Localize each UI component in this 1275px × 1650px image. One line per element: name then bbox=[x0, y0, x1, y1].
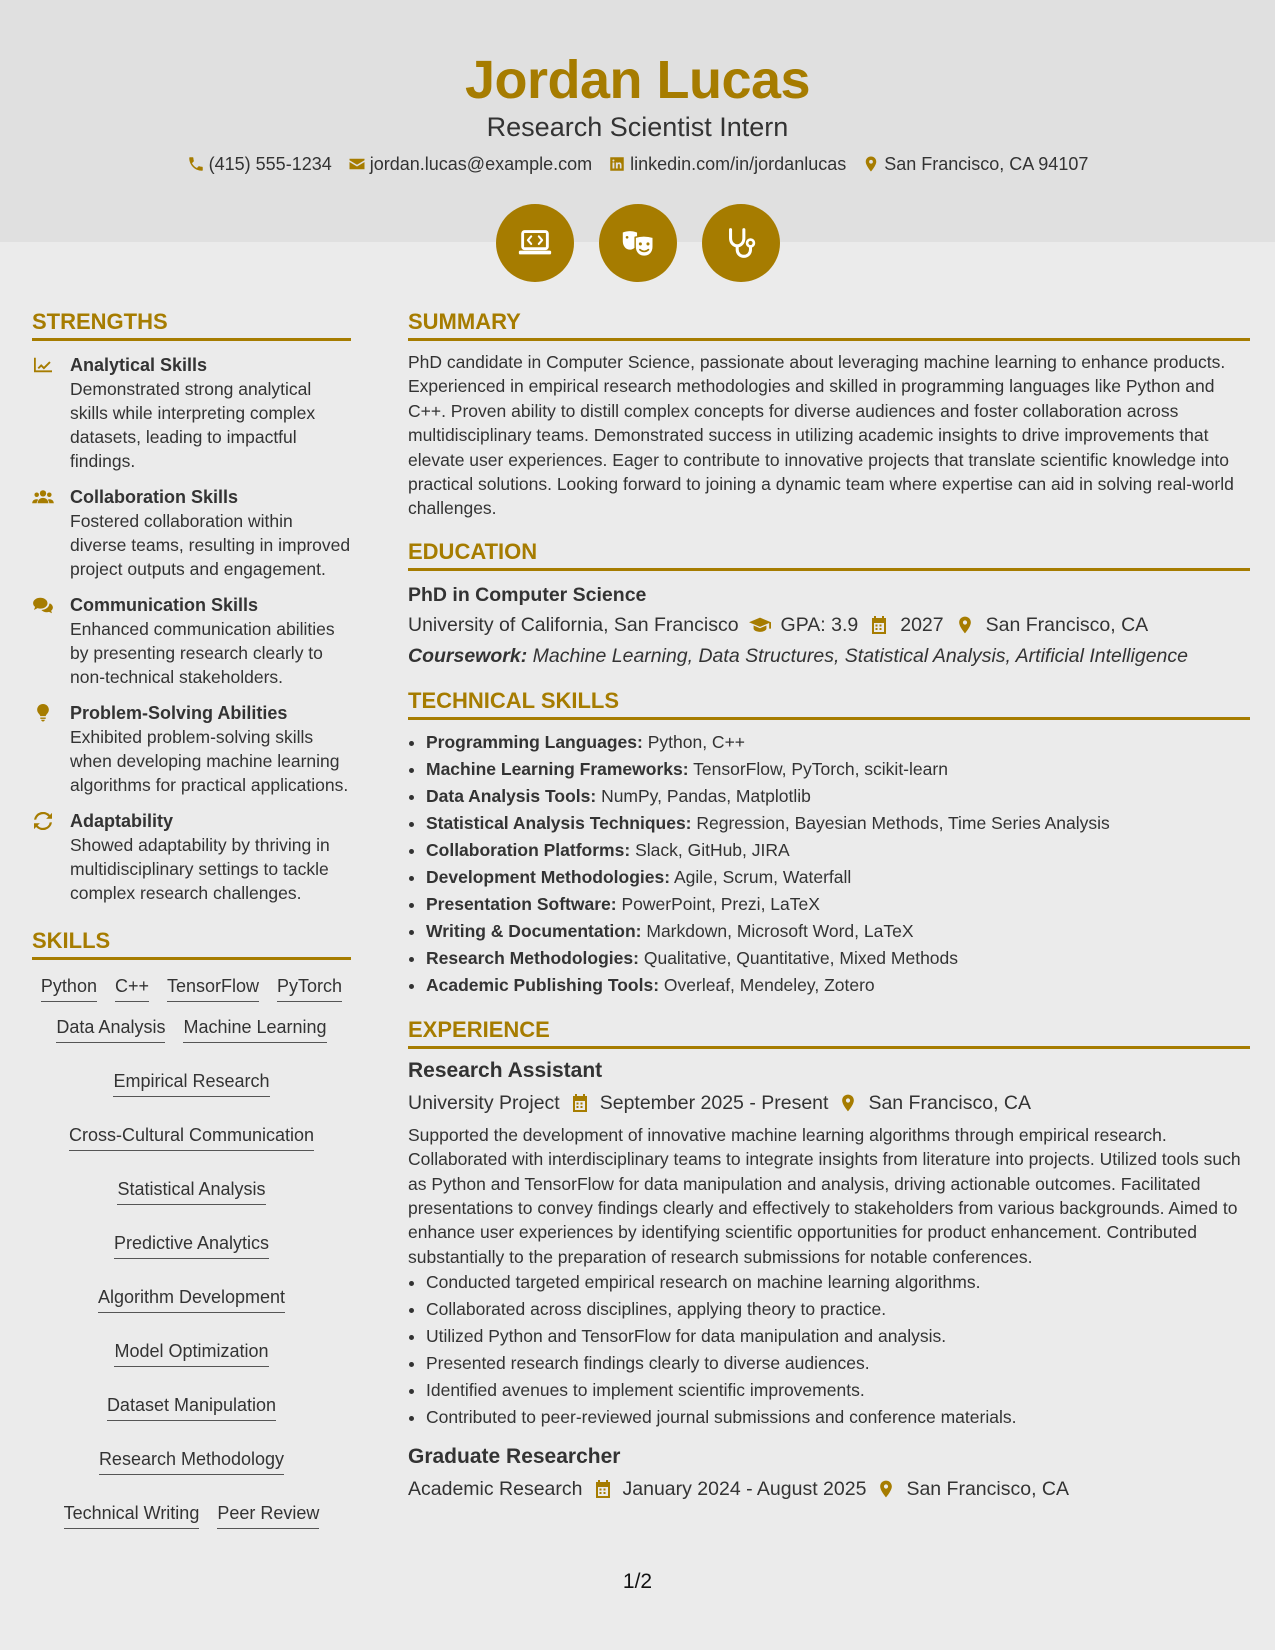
calendar-icon bbox=[593, 1479, 613, 1499]
map-marker-icon bbox=[838, 1093, 858, 1113]
skill-tag: Research Methodology bbox=[99, 1447, 284, 1475]
theater-masks-badge bbox=[599, 204, 677, 282]
map-marker-icon bbox=[862, 155, 880, 173]
experience-title: EXPERIENCE bbox=[408, 1016, 1250, 1049]
skill-tag: TensorFlow bbox=[167, 974, 259, 1002]
list-item: • Identified avenues to implement scientific improvements. bbox=[426, 1377, 1250, 1404]
job-dates: September 2025 - Present bbox=[599, 1091, 829, 1114]
laptop-code-icon bbox=[516, 224, 554, 262]
tech-value: Markdown, Microsoft Word, LaTeX bbox=[646, 920, 914, 941]
sync-icon bbox=[32, 812, 54, 830]
skill-tag: Peer Review bbox=[217, 1501, 319, 1529]
tech-value: Regression, Bayesian Methods, Time Series Analysis bbox=[696, 812, 1110, 833]
list-item bbox=[426, 864, 1250, 891]
job-location: San Francisco, CA bbox=[868, 1091, 1031, 1114]
job-bullets bbox=[408, 1269, 1250, 1431]
edu-coursework bbox=[408, 642, 1250, 670]
tech-label: Academic Publishing Tools: bbox=[426, 974, 660, 995]
graduation-cap-icon bbox=[749, 615, 771, 635]
tech-value: TensorFlow, PyTorch, scikit-learn bbox=[693, 758, 948, 779]
skills-title: SKILLS bbox=[32, 927, 351, 960]
comments-icon bbox=[32, 596, 54, 614]
tech-value: Overleaf, Mendeley, Zotero bbox=[663, 974, 875, 995]
tech-label: Presentation Software: bbox=[426, 893, 617, 914]
strength-desc: Demonstrated strong analytical skills while interpreting complex datasets, leading to impactful findings. bbox=[70, 379, 316, 471]
job-meta bbox=[408, 1089, 1250, 1117]
technical-skills-title: TECHNICAL SKILLS bbox=[408, 687, 1250, 720]
tech-label: Research Methodologies: bbox=[426, 947, 639, 968]
contact-bar bbox=[0, 152, 1275, 176]
list-item bbox=[426, 810, 1250, 837]
skill-tag: Model Optimization bbox=[114, 1339, 268, 1367]
coursework-text: Machine Learning, Data Structures, Statistical Analysis, Artificial Intelligence bbox=[532, 644, 1188, 667]
skill-tag: Machine Learning bbox=[183, 1015, 326, 1043]
strength-title: Adaptability bbox=[70, 811, 174, 831]
map-marker-icon bbox=[876, 1479, 896, 1499]
job-org: Academic Research bbox=[408, 1478, 583, 1501]
strength-item bbox=[32, 353, 351, 473]
edu-school: University of California, San Francisco bbox=[408, 613, 739, 636]
contact-email[interactable] bbox=[348, 152, 592, 176]
laptop-code-badge bbox=[496, 204, 574, 282]
skills-list bbox=[32, 974, 351, 1529]
chart-line-icon bbox=[32, 356, 54, 374]
skill-tag: PyTorch bbox=[277, 974, 342, 1002]
tech-value: Agile, Scrum, Waterfall bbox=[673, 866, 852, 887]
users-icon bbox=[32, 488, 54, 506]
skill-tag: Statistical Analysis bbox=[117, 1177, 265, 1205]
list-item bbox=[426, 891, 1250, 918]
theater-masks-icon bbox=[619, 224, 657, 262]
strength-title: Analytical Skills bbox=[70, 355, 208, 375]
list-item bbox=[426, 945, 1250, 972]
skill-tag: Python bbox=[41, 974, 97, 1002]
job-description: Supported the development of innovative machine learning algorithms through empirical research. Collaborated with interdisciplinary teams to integrate insights from literature into projects. Utilized tools such as Python and TensorFlow for data manipulation and analysis, driving actionable outcomes. Facilitated presentations to convey findings clearly and effectively to stakeholders from various backgrounds. Aimed to enhance user experiences by identifying scientific opportunities for product enhancement. Contributed substantially to the preparation of research submissions for notable conferences. bbox=[408, 1124, 1241, 1267]
job-location: San Francisco, CA bbox=[906, 1478, 1069, 1501]
skill-tag: Predictive Analytics bbox=[114, 1231, 269, 1259]
skill-tag: Dataset Manipulation bbox=[107, 1393, 276, 1421]
envelope-icon bbox=[348, 155, 366, 173]
stethoscope-badge bbox=[702, 204, 780, 282]
left-column bbox=[32, 308, 351, 1529]
linkedin-icon bbox=[608, 155, 626, 173]
strength-title: Communication Skills bbox=[70, 595, 259, 615]
summary-title: SUMMARY bbox=[408, 308, 1250, 341]
summary-text: PhD candidate in Computer Science, passionate about leveraging machine learning to enhance products. Experienced in empirical research methodologies and skilled in programming languages like Python and C++. Proven ability to distill complex concepts for diverse audiences and foster collaboration across multidisciplinary teams. Demonstrated success in utilizing academic insights to drive improvements that elevate user experiences. Eager to contribute to innovative projects that translate scientific knowledge into practical solutions. Looking forward to joining a dynamic team where expertise can aid in solving real-world challenges. bbox=[408, 352, 1234, 519]
strength-desc: Exhibited problem-solving skills when developing machine learning algorithms for practical applications. bbox=[70, 727, 349, 795]
tech-value: Slack, GitHub, JIRA bbox=[635, 839, 790, 860]
strength-desc: Showed adaptability by thriving in multidisciplinary settings to tackle complex research challenges. bbox=[70, 835, 330, 903]
skill-tag: Empirical Research bbox=[113, 1069, 269, 1097]
list-item bbox=[426, 972, 1250, 999]
skill-tag: C++ bbox=[115, 974, 149, 1002]
tech-label: Statistical Analysis Techniques: bbox=[426, 812, 692, 833]
strength-item bbox=[32, 809, 351, 905]
strength-item bbox=[32, 701, 351, 797]
candidate-role: Research Scientist Intern bbox=[486, 112, 789, 142]
edu-gpa: GPA: 3.9 bbox=[780, 613, 859, 636]
job-title: Graduate Researcher bbox=[408, 1445, 621, 1469]
job-dates: January 2024 - August 2025 bbox=[622, 1478, 867, 1501]
job-meta bbox=[408, 1475, 1250, 1503]
tech-label: Collaboration Platforms: bbox=[426, 839, 631, 860]
candidate-name: Jordan Lucas bbox=[464, 50, 811, 110]
edu-year: 2027 bbox=[900, 613, 944, 636]
phone-text: (415) 555-1234 bbox=[208, 154, 332, 174]
interest-badges bbox=[0, 204, 1275, 282]
stethoscope-icon bbox=[722, 224, 760, 262]
list-item bbox=[426, 729, 1250, 756]
edu-location: San Francisco, CA bbox=[985, 613, 1149, 636]
skill-tag: Data Analysis bbox=[56, 1015, 165, 1043]
job-title: Research Assistant bbox=[408, 1058, 603, 1082]
page-number: 1/2 bbox=[622, 1570, 653, 1593]
list-item bbox=[426, 837, 1250, 864]
skill-tag: Cross-Cultural Communication bbox=[69, 1123, 314, 1151]
job-org: University Project bbox=[408, 1091, 560, 1114]
contact-linkedin[interactable] bbox=[608, 152, 846, 176]
strength-title: Problem-Solving Abilities bbox=[70, 703, 288, 723]
location-text: San Francisco, CA 94107 bbox=[884, 154, 1089, 174]
list-item: • Contributed to peer-reviewed journal submissions and conference materials. bbox=[426, 1404, 1250, 1431]
tech-label: Machine Learning Frameworks: bbox=[426, 758, 689, 779]
calendar-icon bbox=[868, 615, 890, 635]
tech-value: Qualitative, Quantitative, Mixed Methods bbox=[643, 947, 959, 968]
contact-location bbox=[862, 152, 1088, 176]
list-item: • Collaborated across disciplines, applying theory to practice. bbox=[426, 1296, 1250, 1323]
tech-value: PowerPoint, Prezi, LaTeX bbox=[621, 893, 820, 914]
tech-label: Data Analysis Tools: bbox=[426, 785, 597, 806]
tech-value: NumPy, Pandas, Matplotlib bbox=[601, 785, 811, 806]
tech-label: Development Methodologies: bbox=[426, 866, 671, 887]
tech-label: Programming Languages: bbox=[426, 731, 643, 752]
strength-item bbox=[32, 485, 351, 581]
edu-degree: PhD in Computer Science bbox=[408, 583, 647, 606]
skill-tag: Algorithm Development bbox=[98, 1285, 285, 1313]
contact-phone[interactable] bbox=[187, 152, 332, 176]
list-item: • Utilized Python and TensorFlow for data manipulation and analysis. bbox=[426, 1323, 1250, 1350]
list-item: • Presented research findings clearly to diverse audiences. bbox=[426, 1350, 1250, 1377]
list-item bbox=[426, 783, 1250, 810]
map-marker-icon bbox=[954, 615, 976, 635]
coursework-label: Coursework: bbox=[408, 644, 528, 667]
tech-value: Python, C++ bbox=[647, 731, 746, 752]
email-text: jordan.lucas@example.com bbox=[369, 154, 593, 174]
lightbulb-icon bbox=[32, 704, 54, 722]
strength-item bbox=[32, 593, 351, 689]
strength-title: Collaboration Skills bbox=[70, 487, 239, 507]
tech-label: Writing & Documentation: bbox=[426, 920, 642, 941]
right-column bbox=[408, 308, 1250, 1503]
strength-desc: Fostered collaboration within diverse teams, resulting in improved project outputs and engagement. bbox=[70, 511, 351, 579]
edu-details bbox=[408, 611, 1250, 639]
strength-desc: Enhanced communication abilities by presenting research clearly to non-technical stakeholders. bbox=[70, 619, 335, 687]
list-item: • Conducted targeted empirical research on machine learning algorithms. bbox=[426, 1269, 1250, 1296]
skill-tag: Technical Writing bbox=[64, 1501, 200, 1529]
calendar-icon bbox=[570, 1093, 590, 1113]
phone-icon bbox=[187, 155, 205, 173]
list-item bbox=[426, 918, 1250, 945]
linkedin-text: linkedin.com/in/jordanlucas bbox=[630, 154, 847, 174]
technical-skills-list bbox=[408, 729, 1250, 999]
strengths-title: STRENGTHS bbox=[32, 308, 351, 341]
education-title: EDUCATION bbox=[408, 538, 1250, 571]
list-item bbox=[426, 756, 1250, 783]
